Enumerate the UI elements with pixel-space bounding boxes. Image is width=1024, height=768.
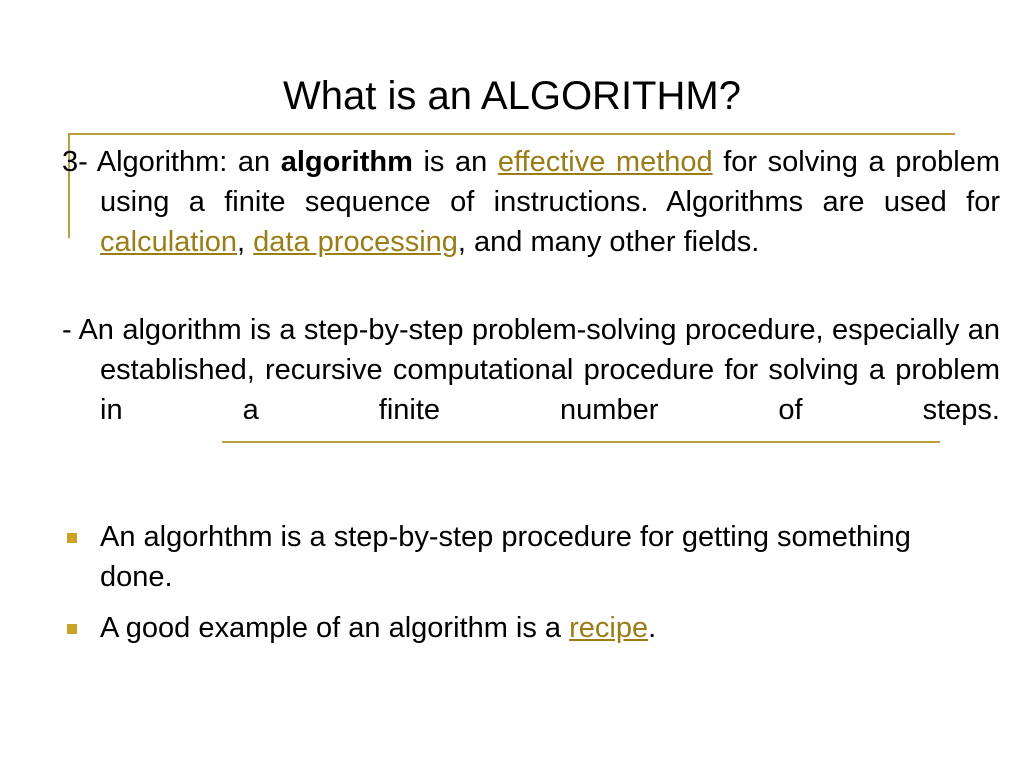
link-effective-method[interactable]: effective method bbox=[497, 146, 713, 178]
bullet-text: . bbox=[648, 612, 657, 644]
accent-line-middle bbox=[222, 441, 940, 443]
accent-line-top bbox=[68, 133, 955, 135]
list-item bbox=[62, 517, 962, 597]
paragraph-description: - An algorithm is a step-by-step problem-solving procedure, especially an established, recursive computational procedure for solving a problem in a finite number of steps. bbox=[62, 314, 1000, 426]
paragraph-text: is an bbox=[412, 146, 498, 178]
link-recipe[interactable]: recipe bbox=[569, 612, 649, 644]
link-calculation[interactable]: calculation bbox=[100, 226, 238, 258]
square-bullet-icon bbox=[67, 533, 77, 543]
paragraph-text: , bbox=[237, 226, 254, 258]
paragraph-definition bbox=[62, 142, 1000, 262]
list-item bbox=[62, 608, 962, 648]
bullet-text: A good example of an algorithm is a bbox=[100, 612, 570, 644]
bullet-list bbox=[62, 517, 962, 659]
paragraph-text: , and many other fields. bbox=[457, 226, 760, 258]
link-data-processing[interactable]: data processing bbox=[253, 226, 458, 258]
square-bullet-icon bbox=[67, 624, 77, 634]
paragraph-text: for solving a problem using a finite sequence of instructions. Algorithms are used for bbox=[100, 146, 1001, 218]
paragraph-lead: 3- Algorithm: an bbox=[62, 146, 281, 178]
bullet-text: An algorhthm is a step-by-step procedure for getting something done. bbox=[100, 521, 911, 593]
slide-title: What is an ALGORITHM? bbox=[283, 74, 741, 118]
bold-term: algorithm bbox=[280, 146, 413, 178]
